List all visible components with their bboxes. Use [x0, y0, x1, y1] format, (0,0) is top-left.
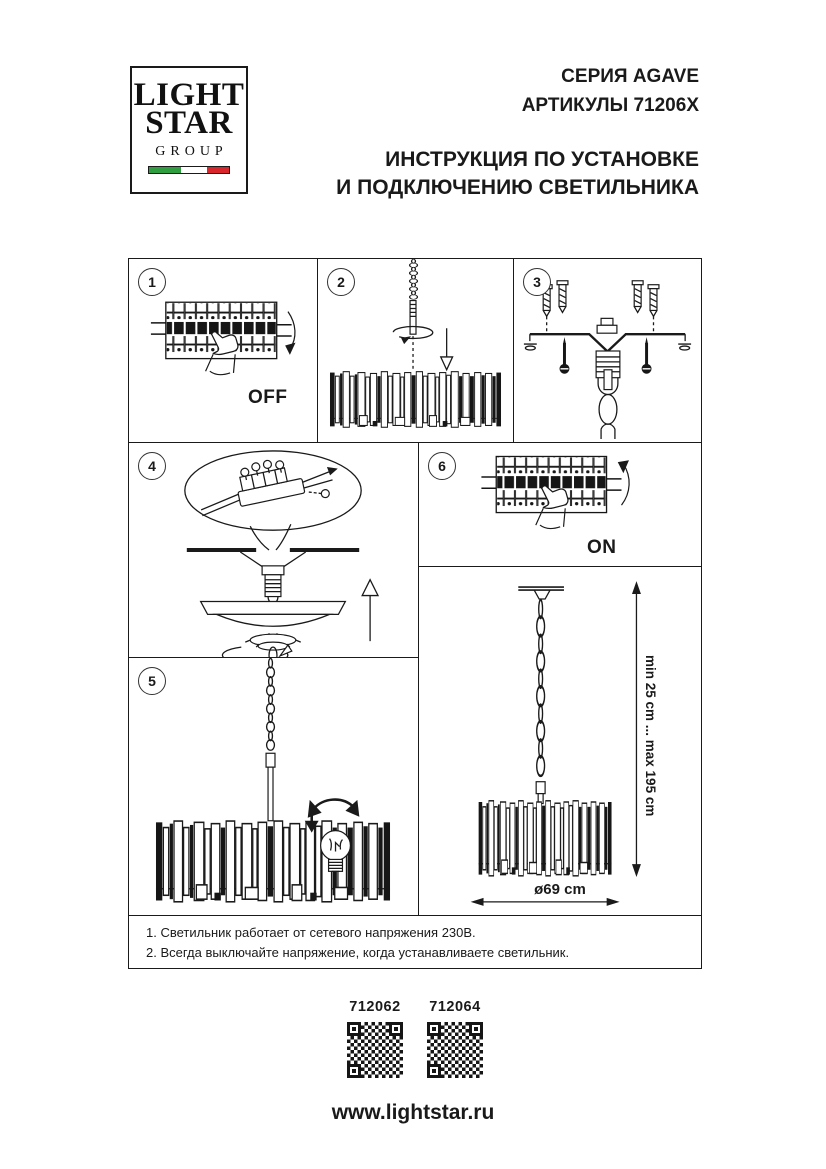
step-number-badge: 1: [138, 268, 166, 296]
diameter-label: ø69 cm: [534, 881, 586, 898]
lightstar-logo: [130, 66, 248, 194]
circuit-breaker-on-illustration: [419, 443, 701, 566]
qr-code-icon: [347, 1022, 403, 1078]
note-2: 2. Всегда выключайте напряжение, когда устанавливаете светильник.: [146, 944, 570, 960]
logo-word-star: STAR: [145, 105, 233, 142]
bulb-installation-illustration: [129, 658, 418, 915]
instruction-title-line1: ИНСТРУКЦИЯ ПО УСТАНОВКЕ: [385, 148, 699, 171]
qr-code-row: [128, 999, 702, 1078]
height-range-label: min 25 cm ... max 195 cm: [643, 655, 658, 817]
step-number-badge: 4: [138, 452, 166, 480]
logo-word-light: LIGHT: [133, 77, 245, 113]
step-panel-2: [317, 258, 514, 443]
step-number-badge: 2: [327, 268, 355, 296]
qr-block-712064: [427, 999, 483, 1078]
step-panel-6: [418, 442, 702, 567]
logo-word-group: GROUP: [155, 144, 228, 160]
step-number-badge: 5: [138, 667, 166, 695]
step-panel-3: [513, 258, 702, 443]
step-panel-4: [128, 442, 419, 658]
off-label: OFF: [248, 387, 288, 408]
header-text-block: [336, 62, 699, 202]
note-1: 1. Светильник работает от сетевого напряжения 230В.: [146, 924, 476, 940]
notes-panel: [128, 915, 702, 969]
dimensions-panel: [418, 566, 702, 916]
step-number-badge: 3: [523, 268, 551, 296]
on-label: ON: [587, 537, 617, 558]
instruction-title-line2: И ПОДКЛЮЧЕНИЮ СВЕТИЛЬНИКА: [336, 176, 699, 199]
qr-block-712062: [347, 999, 403, 1078]
qr-code-icon: [427, 1022, 483, 1078]
article-numbers: АРТИКУЛЫ 71206X: [521, 95, 699, 116]
steps-grid: [128, 258, 702, 969]
qr-label: 712062: [349, 999, 401, 1015]
italian-flag-stripe: [148, 166, 230, 174]
step-number-badge: 6: [428, 452, 456, 480]
terminal-block-canopy-illustration: [129, 443, 418, 657]
series-name: СЕРИЯ AGAVE: [561, 66, 699, 87]
hanging-chandelier-dimensions-illustration: [419, 567, 701, 915]
step-panel-5: [128, 657, 419, 916]
website-url: www.lightstar.ru: [331, 1101, 495, 1124]
qr-label: 712064: [429, 999, 481, 1015]
step-panel-1: [128, 258, 318, 443]
